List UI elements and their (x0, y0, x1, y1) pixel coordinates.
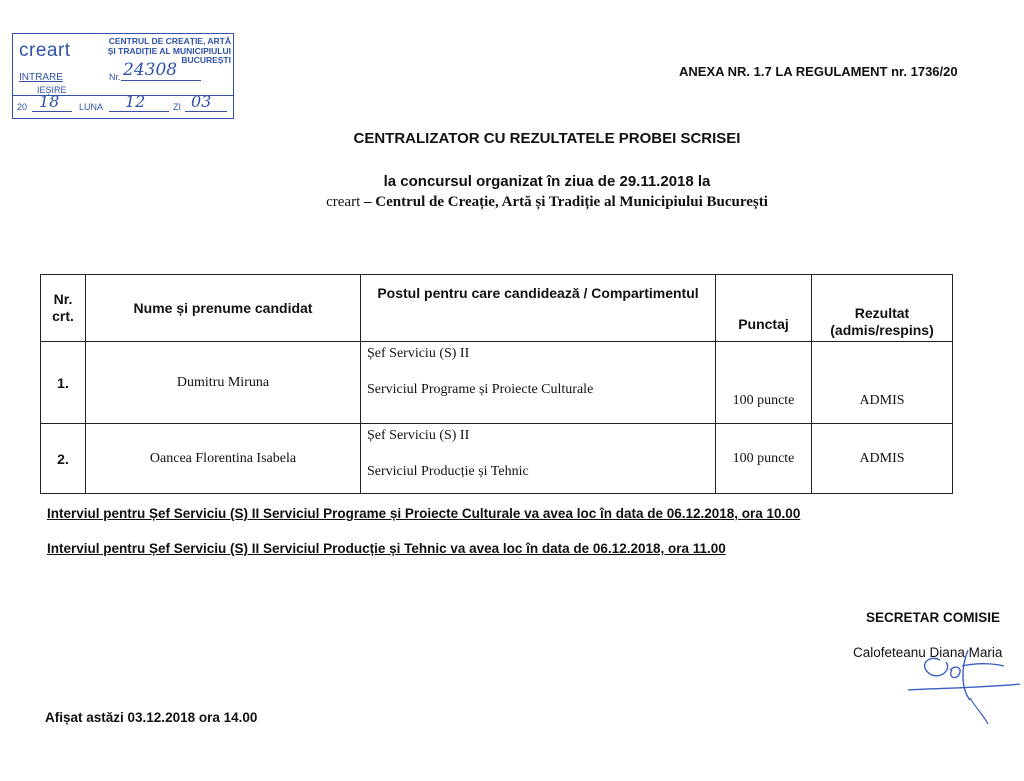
stamp-organization: CENTRUL DE CREAȚIE, ARTĂ ȘI TRADIȚIE AL MUNICIPIULUI BUCUREȘTI (107, 36, 231, 65)
row-rezultat: ADMIS (812, 424, 953, 494)
row-post-title: Șef Serviciu (S) II (367, 346, 470, 361)
interview-notice-1: Interviul pentru Șef Serviciu (S) II Serviciul Programe și Proiecte Culturale va avea loc în data de 06.12.2018, ora 10.00 (47, 506, 801, 521)
row-rezultat: ADMIS (812, 342, 953, 424)
row-compartiment: Serviciul Programe și Proiecte Culturale (367, 382, 594, 397)
stamp-nr-value: 24308 (123, 60, 178, 80)
header-punctaj: Punctaj (716, 275, 812, 342)
stamp-luna: 12 (125, 92, 146, 111)
row-post (361, 424, 716, 494)
row-nr: 1. (41, 342, 86, 424)
results-table (40, 274, 953, 494)
stamp-zi: 03 (191, 92, 212, 111)
header-rezultat: Rezultat (admis/respins) (812, 275, 953, 342)
header-post: Postul pentru care candidează / Compartimentul (361, 275, 716, 342)
stamp-nr-label: Nr. (109, 72, 121, 82)
organization-name: – Centrul de Creație, Artă și Tradiție al Municipiului București (360, 194, 768, 210)
stamp-zi-label: ZI (173, 102, 181, 112)
posted-date: Afișat astăzi 03.12.2018 ora 14.00 (45, 710, 258, 725)
stamp-intrare-label: INTRARE (19, 72, 63, 83)
row-post-title: Șef Serviciu (S) II (367, 428, 470, 443)
table-header-row (41, 275, 953, 342)
stamp-year-prefix: 20 (17, 102, 28, 112)
organization-line (0, 194, 1024, 211)
table-row (41, 424, 953, 494)
organization-brand: creart (326, 194, 361, 210)
header-nr: Nr. crt. (41, 275, 86, 342)
registration-stamp (12, 33, 234, 119)
secretar-name: Calofeteanu Diana Maria (853, 645, 1003, 660)
row-candidate-name: Oancea Florentina Isabela (86, 424, 361, 494)
signature-mark (900, 640, 1024, 730)
stamp-year: 18 (39, 92, 60, 111)
stamp-nr-line (121, 80, 201, 81)
row-punctaj: 100 puncte (716, 424, 812, 494)
stamp-iesire-label: IEȘIRE (37, 85, 67, 95)
stamp-luna-label: LUNA (79, 102, 104, 112)
document-subtitle: la concursul organizat în ziua de 29.11.2018 la (383, 173, 711, 190)
secretar-title: SECRETAR COMISIE (866, 610, 1001, 625)
anexa-reference: ANEXA NR. 1.7 LA REGULAMENT nr. 1736/20 (679, 64, 958, 79)
row-punctaj: 100 puncte (716, 342, 812, 424)
row-compartiment: Serviciul Producție și Tehnic (367, 464, 529, 479)
interview-notice-2: Interviul pentru Șef Serviciu (S) II Serviciul Producție și Tehnic va avea loc în data de 06.12.2018, ora 11.00 (47, 541, 726, 556)
stamp-logo: creart (19, 40, 71, 61)
table-row (41, 342, 953, 424)
header-name: Nume și prenume candidat (86, 275, 361, 342)
row-candidate-name: Dumitru Miruna (86, 342, 361, 424)
row-nr: 2. (41, 424, 86, 494)
document-title: CENTRALIZATOR CU REZULTATELE PROBEI SCRISEI (353, 130, 741, 147)
row-post (361, 342, 716, 424)
